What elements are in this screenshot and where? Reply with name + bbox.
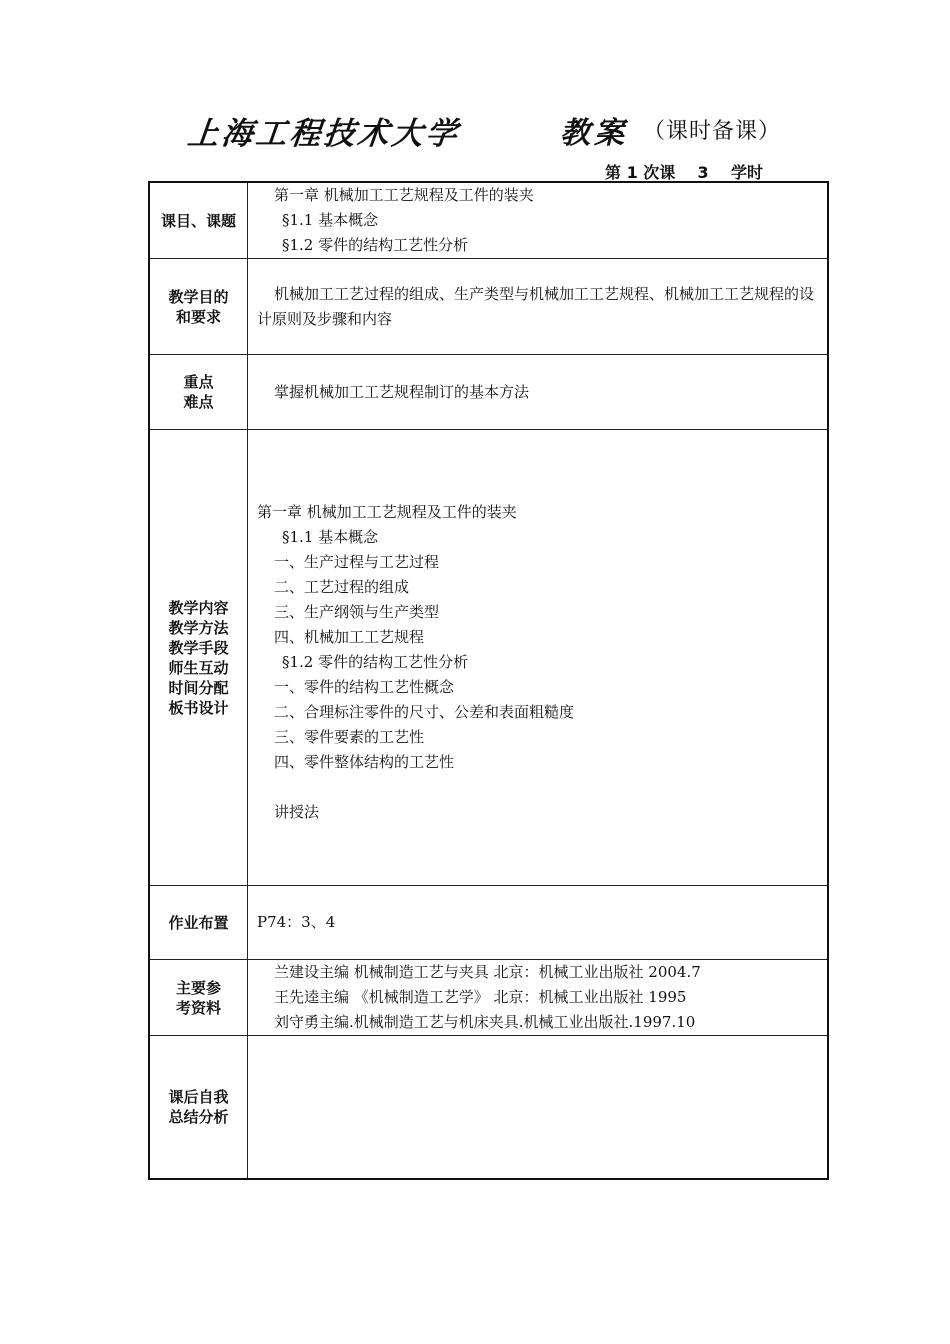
label-references-line: 主要参	[175, 978, 221, 997]
label-teaching-means: 教学手段	[168, 638, 229, 657]
content-topic	[248, 182, 829, 259]
topic-line: 第一章 机械加工工艺规程及工件的装夹	[274, 186, 534, 204]
document-subtitle: （课时备课）	[643, 119, 782, 144]
content-key-points	[248, 355, 829, 430]
label-objective-line: 和要求	[175, 307, 221, 326]
label-teaching-content: 教学内容	[168, 598, 229, 617]
content-line: 四、机械加工工艺规程	[274, 628, 425, 646]
label-objective	[149, 259, 248, 355]
row-objective	[149, 259, 828, 355]
row-content	[149, 430, 828, 886]
content-line: 二、工艺过程的组成	[274, 578, 410, 596]
session-info: 第 1 次课 3 学时	[605, 163, 763, 182]
label-time-allocation: 时间分配	[168, 678, 229, 697]
row-topic	[149, 182, 828, 259]
document-header	[185, 108, 808, 152]
topic-line: §1.2 零件的结构工艺性分析	[282, 236, 469, 254]
label-objective-line: 教学目的	[168, 287, 229, 306]
content-teaching	[248, 430, 829, 886]
label-reflection-line: 总结分析	[168, 1107, 229, 1126]
content-references	[248, 960, 829, 1036]
reference-item: 王先逵主编 《机械制造工艺学》 北京：机械工业出版社 1995	[274, 988, 687, 1006]
homework-text: P74：3、4	[257, 913, 336, 931]
content-line: 二、合理标注零件的尺寸、公差和表面粗糙度	[274, 703, 575, 721]
label-references	[149, 960, 248, 1036]
content-line: 一、零件的结构工艺性概念	[274, 678, 455, 696]
label-topic: 课目、课题	[149, 182, 248, 259]
reference-item: 刘守勇主编.机械制造工艺与机床夹具.机械工业出版社.1997.10	[274, 1013, 696, 1031]
lesson-plan-table	[148, 181, 829, 1180]
row-reflection	[149, 1036, 828, 1179]
objective-text: 机械加工工艺过程的组成、生产类型与机械加工工艺规程、机械加工工艺规程的设计原则及步骤和内容	[257, 284, 815, 328]
row-key-points	[149, 355, 828, 430]
content-line: 第一章 机械加工工艺规程及工件的装夹	[257, 503, 517, 521]
content-objective	[248, 259, 829, 355]
content-line: §1.1 基本概念	[282, 528, 379, 546]
label-teaching-method: 教学方法	[168, 618, 229, 637]
label-reflection	[149, 1036, 248, 1179]
teaching-method-text: 讲授法	[274, 803, 320, 821]
content-reflection	[248, 1036, 829, 1179]
content-line: 四、零件整体结构的工艺性	[274, 753, 455, 771]
row-references	[149, 960, 828, 1036]
document-kind: 教案	[560, 116, 628, 151]
university-logo-text: 上海工程技术大学	[185, 116, 462, 152]
label-board-design: 板书设计	[168, 698, 229, 717]
reference-item: 兰建设主编 机械制造工艺与夹具 北京：机械工业出版社 2004.7	[274, 963, 701, 981]
topic-line: §1.1 基本概念	[282, 211, 379, 229]
label-interaction: 师生互动	[168, 658, 229, 677]
row-homework	[149, 886, 828, 960]
key-points-text: 掌握机械加工工艺规程制订的基本方法	[274, 382, 530, 401]
label-reflection-line: 课后自我	[168, 1087, 229, 1106]
content-homework	[248, 886, 829, 960]
content-line: §1.2 零件的结构工艺性分析	[282, 653, 469, 671]
content-line: 三、生产纲领与生产类型	[274, 603, 440, 621]
label-references-line: 考资料	[175, 998, 221, 1017]
label-key-points-line: 重点	[183, 373, 214, 391]
label-content-group	[149, 430, 248, 886]
label-key-points	[149, 355, 248, 430]
content-line: 一、生产过程与工艺过程	[274, 553, 440, 571]
content-line: 三、零件要素的工艺性	[274, 728, 425, 746]
label-homework: 作业布置	[149, 886, 248, 960]
label-key-points-line: 难点	[183, 393, 214, 411]
